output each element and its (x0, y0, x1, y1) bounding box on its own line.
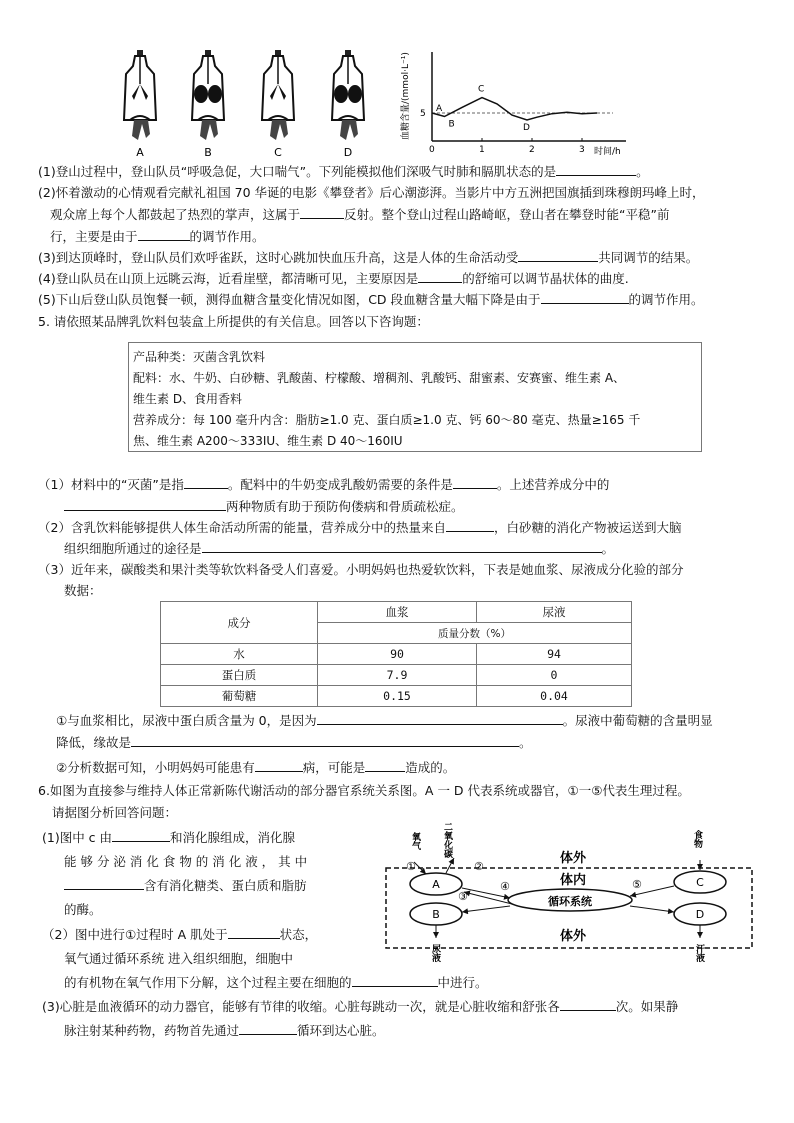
label-food-char: 物 (694, 840, 704, 850)
q4-line-6: (4)登山队员在山顶上远眺云海，近看崖壁，都清晰可见，主要原因是 的舒缩可以调节晶状体的曲度. (38, 271, 629, 286)
y-tick-label: 5 (420, 109, 426, 119)
plasma-urine-table (160, 601, 632, 707)
process-3: ③ (458, 890, 468, 903)
chart-ylabel: 血糖含量/(mmol·L⁻¹) (401, 52, 411, 140)
q4-line-1: (1)登山过程中，登山队员“呼吸急促，大口喘气”。下列能模拟他们深吸气时肺和膈肌状态的是 。 (38, 164, 649, 179)
q5-intro: 5. 请依照某品牌乳饮料包装盒上所提供的有关信息。回答以下咨询题： (38, 314, 429, 329)
q5-p3-line1: （3）近年来，碳酸类和果汁类等软饮料备受人们喜爱。小明妈妈也热爱软饮料，下表是她血浆、尿液成分化验的部分 (38, 562, 684, 577)
label-co2-char: 碳 (444, 850, 454, 860)
svg-text:循环系统: 循环系统 (548, 895, 592, 908)
process-5: ⑤ (632, 878, 642, 891)
process-2: ② (474, 860, 484, 873)
q5-a1-line2: 降低，缘故是 。 (56, 735, 532, 750)
q6-p2-line3: 的有机物在氧气作用下分解，这个过程主要在细胞的 中进行。 (64, 975, 488, 990)
bottle-b (192, 50, 224, 140)
table-row: 水 90 94 (161, 644, 632, 665)
answer-blank[interactable] (365, 759, 405, 772)
answer-blank[interactable] (239, 1022, 297, 1035)
bottle-label-c: C (274, 146, 282, 159)
q6-p1-line3: 含有消化糖类、蛋白质和脂肪 (64, 877, 307, 895)
table-row: 葡萄糖 0.15 0.04 (161, 686, 632, 707)
label-urine-char: 尿 (432, 945, 442, 955)
label-urine-char: 液 (432, 954, 442, 964)
box-line-4: 营养成分：每 100 毫升内含：脂肪≥1.0 克、蛋白质≥1.0 克、钙 60～80 毫克、热量≥165 千 (133, 413, 641, 427)
answer-blank[interactable] (184, 476, 228, 489)
x-tick-label: 2 (529, 145, 535, 155)
label-co2-char: 化 (444, 841, 454, 851)
chart-xlabel: 时间/h (594, 147, 621, 157)
label-sweat-char: 汗 (696, 945, 706, 955)
answer-blank[interactable] (453, 476, 497, 489)
label-co2-char: 氧 (444, 832, 454, 842)
q6-intro2: 请据图分析回答问题： (52, 805, 178, 820)
q6-intro: 6.如图为直接参与维持人体正常新陈代谢活动的部分器官系统关系图。A 一 D 代表系统或器官，①一⑤代表生理过程。 (38, 783, 690, 798)
point-label-c: C (478, 84, 485, 95)
x-tick-label: 1 (479, 145, 485, 155)
box-line-2: 配料：水、牛奶、白砂糖、乳酸菌、柠檬酸、增稠剂、乳酸钙、甜蜜素、安赛蜜、维生素 A、 (133, 371, 626, 385)
box-line-1: 产品种类：灭菌含乳饮料 (133, 350, 266, 364)
q5-p2-line2: 组织细胞所通过的途径是 。 (64, 541, 615, 556)
svg-text:C: C (696, 876, 704, 889)
glucose-curve (432, 98, 597, 120)
th-component: 成分 (161, 602, 318, 644)
x-tick-label: 0 (429, 145, 435, 155)
q4-line-2: (2)怀着激动的心情观看完献礼祖国 70 华诞的电影《攀登者》后心潮澎湃。当影片中方五洲把国旗插到珠穆朗玛峰上时， (38, 185, 705, 200)
q5-a2: ②分析数据可知，小明妈妈可能患有 病，可能是 造成的。 (56, 760, 456, 775)
label-o2-char: 氧 (412, 833, 422, 843)
svg-text:A: A (432, 878, 440, 891)
answer-blank[interactable] (64, 877, 144, 890)
bottle-d (332, 50, 364, 140)
box-line-5: 焦、维生素 A200～333IU、维生素 D 40～160IU (133, 434, 403, 448)
q4-line-7: (5)下山后登山队员饱餐一顿，测得血糖含量变化情况如图，CD 段血糖含量大幅下降是由于 的调节作用。 (38, 292, 704, 307)
th-urine: 尿液 (477, 602, 632, 623)
label-food-char: 食 (694, 831, 704, 841)
answer-blank[interactable] (255, 759, 303, 772)
svg-text:D: D (695, 908, 705, 921)
lung-model-figure (118, 50, 378, 162)
answer-blank[interactable] (202, 540, 602, 553)
answer-blank[interactable] (446, 519, 494, 532)
th-mass-fraction: 质量分数（%） (318, 623, 632, 644)
q6-p1-line4: 的酶。 (64, 902, 102, 917)
label-outside-bottom: 体外 (560, 929, 587, 944)
q6-p1-line2: 能 够 分 泌 消 化 食 物 的 消 化 液 ， 其 中 (64, 854, 308, 869)
answer-blank[interactable] (317, 712, 563, 725)
point-label-a: A (436, 104, 443, 114)
q5-a1-line1: ①与血浆相比，尿液中蛋白质含量为 0，是因为 。尿液中葡萄糖的含量明显 (56, 713, 713, 728)
label-co2-char: 二 (444, 823, 454, 833)
point-label-b: B (448, 119, 455, 130)
bottle-c (262, 50, 294, 140)
answer-blank[interactable] (556, 163, 636, 176)
answer-blank[interactable] (418, 270, 462, 283)
q5-p3-line2: 数据： (64, 583, 102, 598)
q4-line-4: 行，主要是由于 的调节作用。 (50, 229, 265, 244)
bottle-label-b: B (204, 146, 212, 159)
product-info-box (128, 342, 702, 452)
q4-line-3: 观众席上每个人都鼓起了热烈的掌声，这属于 反射。整个登山过程山路崎岖，登山者在攀登时能“平稳”前 (50, 207, 670, 222)
q5-p1-line2: 两种物质有助于预防佝偻病和骨质疏松症。 (64, 498, 464, 516)
q6-p2-line1: （2）图中进行①过程时 A 肌处于 状态， (42, 927, 318, 942)
blood-glucose-chart (398, 44, 638, 160)
point-label-d: D (523, 123, 530, 133)
answer-blank[interactable] (518, 249, 598, 262)
svg-text:B: B (432, 908, 440, 921)
q6-p2-line2: 氧气通过循环系统 进入组织细胞，细胞中 (64, 951, 293, 966)
answer-blank[interactable] (138, 228, 190, 241)
label-o2-char: 气 (412, 842, 422, 852)
answer-blank[interactable] (300, 206, 344, 219)
answer-blank[interactable] (64, 498, 226, 511)
q6-p1-line1: (1)图中 c 由 和消化腺组成，消化腺 (42, 830, 296, 845)
label-inside: 体内 (560, 873, 587, 888)
table-row: 蛋白质 7.9 0 (161, 665, 632, 686)
answer-blank[interactable] (131, 734, 519, 747)
th-plasma: 血浆 (318, 602, 477, 623)
bottle-label-d: D (343, 146, 353, 159)
metabolism-diagram (378, 822, 778, 982)
x-tick-label: 3 (579, 145, 585, 155)
process-1: ① (406, 860, 416, 873)
q4-line-5: (3)到达顶峰时，登山队员们欢呼雀跃，这时心跳加快血压升高，这是人体的生命活动受 共同调节的结果。 (38, 250, 699, 265)
label-sweat-char: 液 (696, 954, 706, 964)
process-4: ④ (500, 880, 510, 893)
answer-blank[interactable] (228, 926, 280, 939)
answer-blank[interactable] (560, 998, 616, 1011)
answer-blank[interactable] (541, 291, 629, 304)
q5-p1-line1: （1）材料中的“灭菌”是指 。配料中的牛奶变成乳酸奶需要的条件是 。上述营养成分中的 (38, 477, 610, 492)
q6-p3-line2: 脉注射某种药物，药物首先通过 循环到达心脏。 (64, 1023, 385, 1038)
box-line-3: 维生素 D、食用香料 (133, 392, 243, 406)
q5-p2-line1: （2）含乳饮料能够提供人体生命活动所需的能量，营养成分中的热量来自 ，白砂糖的消化产物被运送到大脑 (38, 520, 682, 535)
bottle-a (124, 50, 156, 140)
label-outside-top: 体外 (560, 851, 587, 866)
q6-p3-line1: (3)心脏是血液循环的动力器官，能够有节律的收缩。心脏每跳动一次，就是心脏收缩和舒张各 次。如果静 (42, 999, 679, 1014)
bottle-label-a: A (136, 146, 144, 159)
answer-blank[interactable] (112, 829, 170, 842)
